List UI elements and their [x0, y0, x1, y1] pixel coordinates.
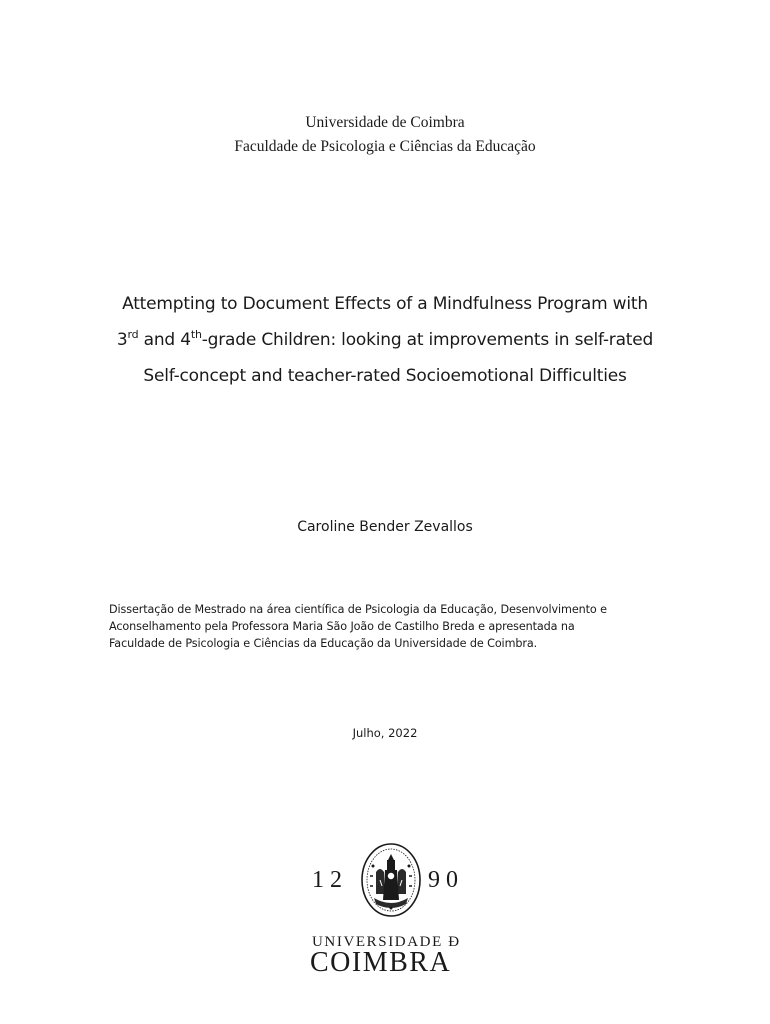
- faculty-name: Faculdade de Psicologia e Ciências da Educação: [234, 138, 536, 155]
- dissertation-line-3: Faculdade de Psicologia e Ciências da Educação da Universidade de Coimbra.: [109, 637, 538, 650]
- title-grade-4: and 4: [138, 330, 191, 350]
- title-grade-3: 3: [116, 330, 128, 350]
- university-name: Universidade de Coimbra: [305, 114, 465, 131]
- title-sup-rd: rd: [127, 328, 139, 341]
- title-line-3: Self-concept and teacher-rated Socioemotional Difficulties: [143, 366, 627, 386]
- title-sup-th: th: [190, 328, 202, 341]
- title-line-1: Attempting to Document Effects of a Mindfulness Program with: [122, 294, 648, 314]
- logo-wordmark-bottom: COIMBRA: [310, 947, 452, 978]
- institution-header: [0, 111, 770, 159]
- dissertation-line-1: Dissertação de Mestrado na área científica de Psicologia da Educação, Desenvolvimento e: [109, 603, 607, 616]
- university-logo: [300, 842, 480, 977]
- title-line-2: [60, 322, 710, 358]
- title-line-2-rest: -grade Children: looking at improvements in self-rated: [201, 330, 654, 350]
- university-seal-icon: [360, 842, 422, 918]
- dissertation-line-2: Aconselhamento pela Professora Maria São João de Castilho Breda e apresentada na: [109, 620, 575, 633]
- author-name: Caroline Bender Zevallos: [297, 519, 473, 535]
- submission-date: Julho, 2022: [352, 726, 418, 740]
- logo-wordmark-top: UNIVERSIDADE Ð: [312, 934, 461, 950]
- logo-year-right: 9 0: [428, 867, 458, 893]
- thesis-title: [60, 286, 710, 394]
- logo-year-left: 1 2: [312, 867, 342, 893]
- dissertation-note: [109, 601, 669, 652]
